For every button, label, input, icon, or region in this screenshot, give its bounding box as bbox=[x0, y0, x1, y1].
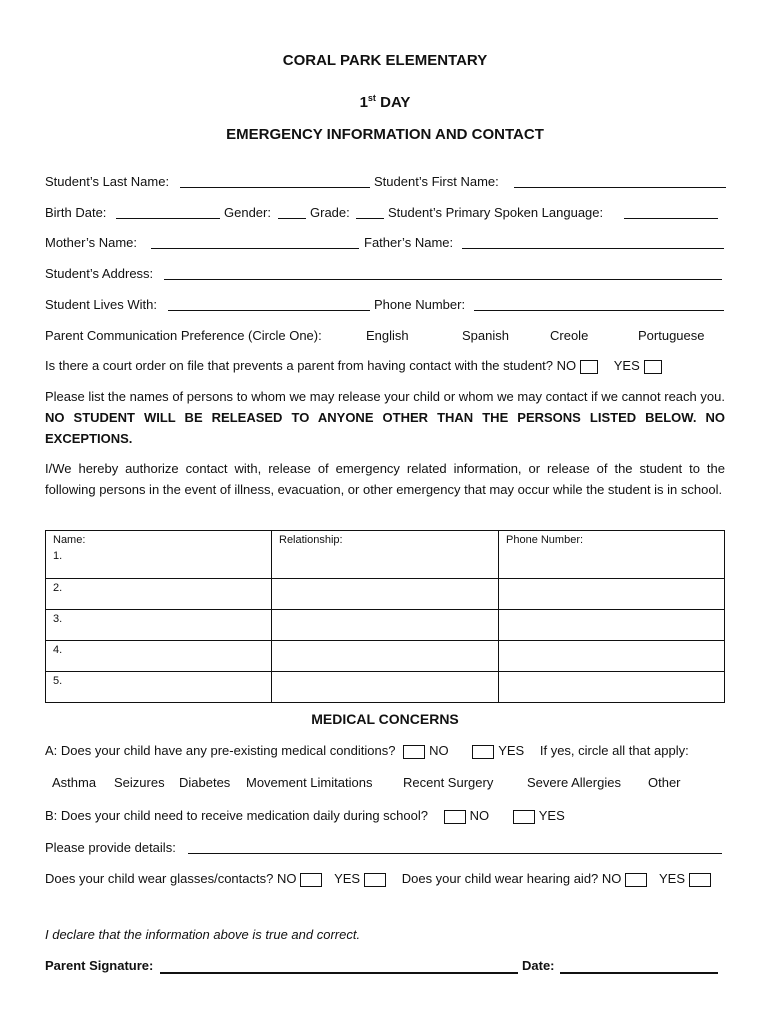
authorize-paragraph: I/We hereby authorize contact with, release of emergency related information, or release of the student to the following persons in the event of illness, evacuation, or other emergency that may occur while the student is in school. bbox=[45, 461, 725, 497]
condition-allergies[interactable]: Severe Allergies bbox=[527, 775, 621, 790]
hearing-yes-label: YES bbox=[659, 871, 686, 886]
phone-label: Phone Number: bbox=[374, 297, 466, 312]
court-order-row bbox=[45, 358, 666, 374]
medical-a-yes-label: YES bbox=[498, 743, 525, 758]
phone-cell[interactable] bbox=[499, 672, 725, 703]
signature-label: Parent Signature: bbox=[45, 958, 154, 973]
table-row bbox=[46, 672, 725, 703]
phone-field[interactable] bbox=[474, 298, 724, 311]
option-creole[interactable]: Creole bbox=[550, 328, 589, 343]
name-cell[interactable] bbox=[46, 672, 272, 703]
medical-b-yes-checkbox[interactable] bbox=[513, 810, 535, 824]
lives-with-label: Student Lives With: bbox=[45, 297, 157, 312]
table-row bbox=[46, 579, 725, 610]
gender-label: Gender: bbox=[224, 205, 271, 220]
condition-asthma[interactable]: Asthma bbox=[52, 775, 97, 790]
medical-title: MEDICAL CONCERNS bbox=[311, 711, 459, 727]
date-label: Date: bbox=[522, 958, 555, 973]
details-label: Please provide details: bbox=[45, 840, 176, 855]
table-row bbox=[46, 610, 725, 641]
phone-header: Phone Number: bbox=[506, 534, 584, 546]
condition-other[interactable]: Other bbox=[648, 775, 681, 790]
medical-a-no-checkbox[interactable] bbox=[403, 745, 425, 759]
communication-label: Parent Communication Preference (Circle One): bbox=[45, 328, 322, 343]
option-portuguese[interactable]: Portuguese bbox=[638, 328, 705, 343]
hearing-yes-checkbox[interactable] bbox=[689, 873, 711, 887]
gender-field[interactable] bbox=[278, 206, 306, 219]
declaration-text: I declare that the information above is true and correct. bbox=[45, 927, 361, 942]
relationship-cell[interactable] bbox=[272, 610, 499, 641]
court-order-no-checkbox[interactable] bbox=[580, 360, 598, 374]
medical-a-no-label: NO bbox=[429, 743, 449, 758]
glasses-row bbox=[45, 871, 715, 887]
details-field[interactable] bbox=[188, 841, 722, 854]
language-field[interactable] bbox=[624, 206, 718, 219]
court-order-yes-checkbox[interactable] bbox=[644, 360, 662, 374]
option-english[interactable]: English bbox=[366, 328, 409, 343]
phone-cell[interactable] bbox=[499, 610, 725, 641]
mother-name-label: Mother’s Name: bbox=[45, 235, 137, 250]
father-name-field[interactable] bbox=[462, 236, 724, 249]
row-number: 3. bbox=[53, 613, 63, 625]
medical-q-a-row bbox=[45, 743, 689, 759]
medical-a-yes-checkbox[interactable] bbox=[472, 745, 494, 759]
relationship-header: Relationship: bbox=[279, 534, 343, 546]
condition-movement[interactable]: Movement Limitations bbox=[246, 775, 373, 790]
address-field[interactable] bbox=[164, 267, 722, 280]
contacts-table bbox=[45, 530, 725, 703]
mother-name-field[interactable] bbox=[151, 236, 359, 249]
condition-diabetes[interactable]: Diabetes bbox=[179, 775, 231, 790]
hearing-question: Does your child wear hearing aid? NO bbox=[401, 871, 622, 886]
relationship-cell[interactable] bbox=[272, 672, 499, 703]
name-cell[interactable] bbox=[46, 531, 272, 579]
day-title: 1st DAY bbox=[359, 93, 411, 111]
glasses-question: Does your child wear glasses/contacts? NO bbox=[45, 871, 297, 886]
name-cell[interactable] bbox=[46, 579, 272, 610]
glasses-yes-label: YES bbox=[334, 871, 361, 886]
lives-with-field[interactable] bbox=[168, 298, 370, 311]
student-first-name-field[interactable] bbox=[514, 175, 726, 188]
row-number: 2. bbox=[53, 582, 63, 594]
name-header: Name: bbox=[53, 534, 86, 546]
hearing-no-checkbox[interactable] bbox=[625, 873, 647, 887]
relationship-cell[interactable] bbox=[272, 531, 499, 579]
relationship-cell[interactable] bbox=[272, 641, 499, 672]
name-cell[interactable] bbox=[46, 641, 272, 672]
glasses-yes-checkbox[interactable] bbox=[364, 873, 386, 887]
row-number: 4. bbox=[53, 644, 63, 656]
table-row bbox=[46, 641, 725, 672]
student-first-name-label: Student’s First Name: bbox=[374, 174, 499, 189]
grade-label: Grade: bbox=[310, 205, 350, 220]
court-order-yes-label: YES bbox=[613, 358, 640, 373]
condition-surgery[interactable]: Recent Surgery bbox=[403, 775, 494, 790]
address-label: Student’s Address: bbox=[45, 266, 154, 281]
birth-date-label: Birth Date: bbox=[45, 205, 107, 220]
option-spanish[interactable]: Spanish bbox=[462, 328, 509, 343]
medical-if-yes: If yes, circle all that apply: bbox=[539, 743, 689, 758]
grade-field[interactable] bbox=[356, 206, 384, 219]
court-order-question: Is there a court order on file that prevents a parent from having contact with the student? bbox=[45, 358, 554, 373]
language-label: Student’s Primary Spoken Language: bbox=[388, 205, 604, 220]
glasses-no-checkbox[interactable] bbox=[300, 873, 322, 887]
release-paragraph: Please list the names of persons to whom we may release your child or whom we may contact if we cannot reach you. NO STUDENT WILL BE RELEASED TO ANYONE OTHER THAN THE PERSONS LISTED BELOW. NO EXCEPTIONS. bbox=[45, 389, 725, 446]
row-number: 1. bbox=[53, 550, 63, 562]
condition-seizures[interactable]: Seizures bbox=[114, 775, 165, 790]
medical-b-yes-label: YES bbox=[538, 808, 565, 823]
row-number: 5. bbox=[53, 675, 63, 687]
medical-b-no-checkbox[interactable] bbox=[444, 810, 466, 824]
birth-date-field[interactable] bbox=[116, 206, 220, 219]
form-title: EMERGENCY INFORMATION AND CONTACT bbox=[226, 126, 544, 143]
school-name: CORAL PARK ELEMENTARY bbox=[282, 52, 488, 69]
table-row bbox=[46, 531, 725, 579]
phone-cell[interactable] bbox=[499, 531, 725, 579]
signature-field[interactable] bbox=[160, 960, 518, 974]
medical-q-a: A: Does your child have any pre-existing medical conditions? bbox=[45, 743, 396, 758]
phone-cell[interactable] bbox=[499, 579, 725, 610]
father-name-label: Father’s Name: bbox=[364, 235, 454, 250]
medical-q-b-row bbox=[45, 808, 565, 824]
court-order-no-label: NO bbox=[556, 358, 577, 373]
student-last-name-field[interactable] bbox=[180, 175, 370, 188]
name-cell[interactable] bbox=[46, 610, 272, 641]
relationship-cell[interactable] bbox=[272, 579, 499, 610]
date-field[interactable] bbox=[560, 960, 718, 974]
phone-cell[interactable] bbox=[499, 641, 725, 672]
student-last-name-label: Student’s Last Name: bbox=[45, 174, 170, 189]
medical-b-no-label: NO bbox=[469, 808, 490, 823]
medical-q-b: B: Does your child need to receive medication daily during school? bbox=[45, 808, 428, 823]
